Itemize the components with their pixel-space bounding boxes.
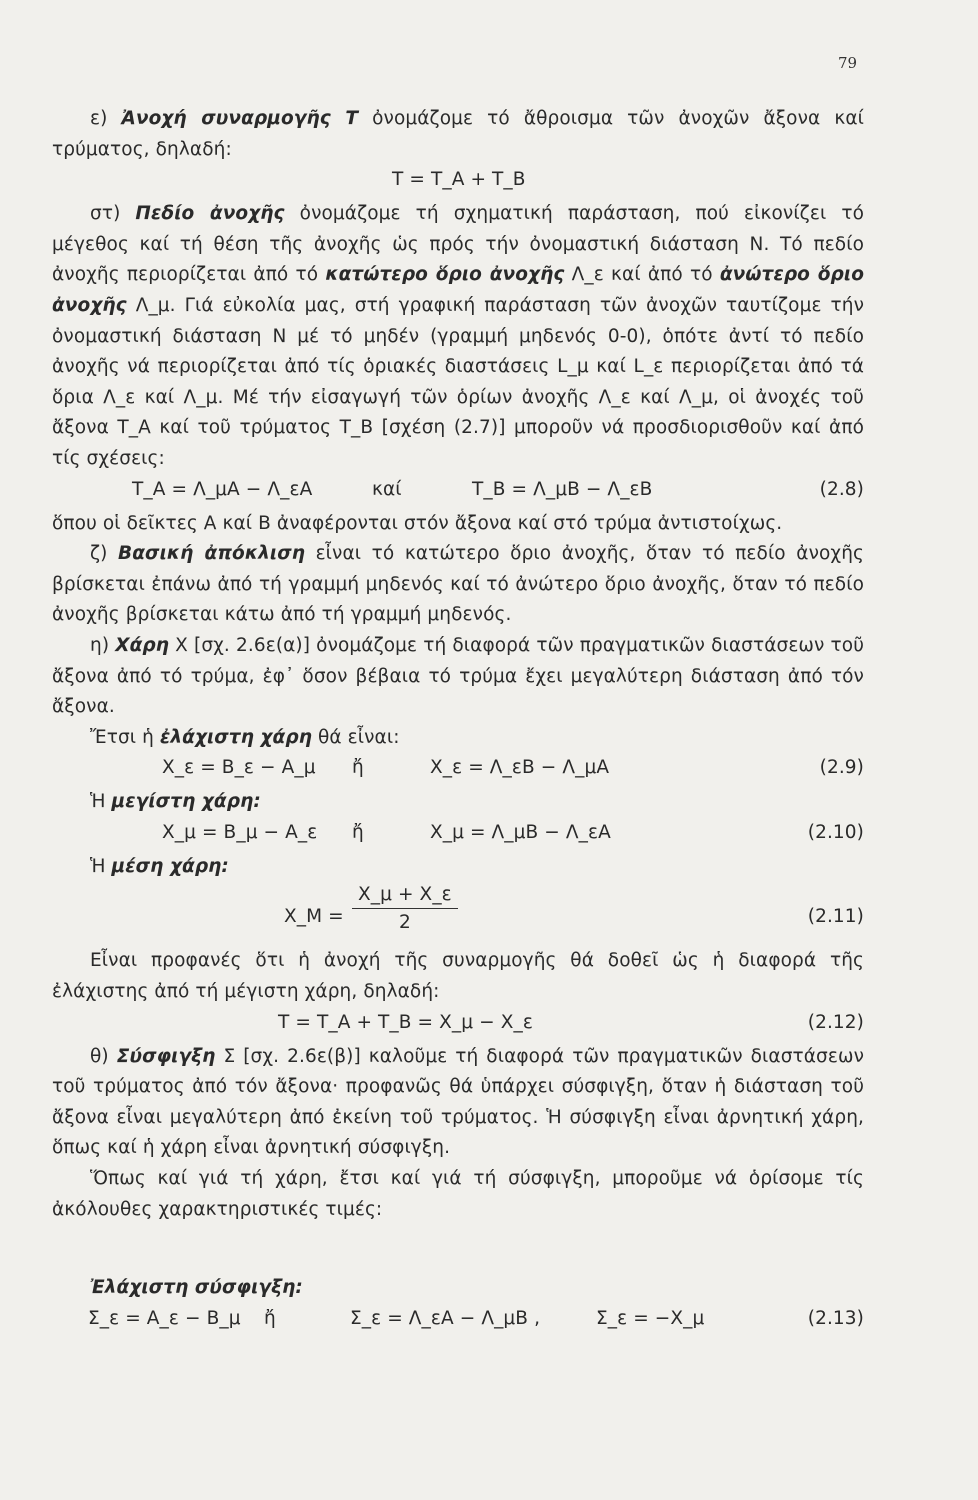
paragraph-tolerance-field: στ) Πεδίο ἀνοχῆς ὀνομάζομε τή σχηματική παράσταση, πού εἰκονίζει τό μέγεθος καί τή θέση τῆς ἀνοχῆς ὡς πρός τήν ὀνομαστική διάσταση Ν. Τό πεδίο ἀνοχῆς περιορίζεται ἀπό τό κατώτερο ὅριο ἀνοχῆς Λ_ε καί ἀπό τό ἀνώτερο ὅριο ἀνοχῆς Λ_μ. Γιά εὐκολία μας, στή γραφική παράσταση τῶν ἀνοχῶν ταυτίζομε τήν ὀνομαστική διάσταση Ν μέ τό μηδέν (γραμμή μηδενός 0-0), ὁπότε ἀντί τό πεδίο ἀνοχῆς νά περιορίζεται ἀπό τίς ὁριακές διαστάσεις L_μ καί L_ε περιορίζεται ἀπό τά ὅρια Λ_ε καί Λ_μ. Μέ τήν εἰσαγωγή τῶν ὁρίων ἀνοχῆς Λ_ε καί Λ_μ, οἱ ἀνοχές τοῦ ἄξονα Τ_Α καί τοῦ τρύματος Τ_Β [σχέση (2.7)] μποροῦν νά προσδιορισθοῦν καί ἀπό τίς σχέσεις: <box>52 203 865 469</box>
term-max-clearance: μεγίστη χάρη: <box>111 791 261 813</box>
equation-T: T = T_A + T_B <box>392 169 526 191</box>
paragraph-interference: θ) Σύσφιγξη Σ [σχ. 2.6ε(β)] καλοῦμε τή διαφορά τῶν πραγματικῶν διαστάσεων τοῦ τρύματος ἀπό τόν ἄξονα· προφανῶς θά ὑπάρχει σύσφιγξη, ὅταν ἡ διάσταση τοῦ ἄξονα εἶναι μεγαλύτερη ἀπό ἐκείνη τοῦ τρύματος. Ἡ σύσφιγξη εἶναι ἀρνητική χάρη, ὅπως καί ἡ χάρη εἶναι ἀρνητική σύσφιγξη. <box>52 1045 865 1159</box>
term-upper-limit: ἀνώτερο ὅριο ἀνοχῆς <box>52 264 865 316</box>
term-lower-limit: κατώτερο ὅριο ἀνοχῆς <box>325 264 565 286</box>
fraction: $\frac{X\_\mu + X\_\varepsilon}{2}$ <box>352 882 458 937</box>
equation-number: (2.12) <box>807 1011 864 1033</box>
equation-2-11: X_M = $\frac{X\_\mu + X\_\varepsilon}{2}$ (2.11) <box>52 882 864 946</box>
paragraph-min-clearance: Ἔτσι ἡ ἐλάχιστη χάρη θά εἶναι: <box>90 726 400 748</box>
equation-number: (2.10) <box>807 821 864 843</box>
paragraph-interference-values: Ὅπως καί γιά τή χάρη, ἔτσι καί γιά τή σύσφιγξη, μποροῦμε νά ὁρίσομε τίς ἀκόλουθες χαρακτηριστικές τιμές: <box>52 1168 864 1220</box>
paragraph-fit-difference: Εἶναι προφανές ὅτι ἡ ἀνοχή τῆς συναρμογῆς θά δοθεῖ ὡς ἡ διαφορά τῆς ἐλάχιστης ἀπό τή μέγιστη χάρη, δηλαδή: <box>52 950 864 1003</box>
term-tolerance-field: Πεδίο ἀνοχῆς <box>135 203 285 225</box>
term-basic-deviation: Βασική ἀπόκλιση <box>118 543 305 565</box>
equation-2-8: T_A = Λ_μA − Λ_εA καί T_B = Λ_μB − Λ_εB (2.8) <box>52 475 864 509</box>
term-min-interference: Ἐλάχιστη σύσφιγξη: <box>90 1277 303 1299</box>
page-body <box>52 104 864 1338</box>
term-clearance: Χάρη <box>115 634 170 656</box>
equation-2-10: X_μ = B_μ − A_ε ἤ X_μ = Λ_μB − Λ_εA (2.10) <box>52 818 864 852</box>
paragraph-min-interference <box>52 1273 864 1304</box>
equation-number: (2.11) <box>807 906 864 928</box>
paragraph-mean-clearance: Ἡ μέση χάρη: <box>90 855 229 877</box>
paragraph-max-clearance: Ἡ μεγίστη χάρη: <box>90 791 261 813</box>
paragraph-basic-deviation: ζ) Βασική ἀπόκλιση εἶναι τό κατώτερο ὅριο ἀνοχῆς, ὅταν τό πεδίο ἀνοχῆς βρίσκεται ἐπάνω ἀπό τή γραμμή μηδενός καί τό ἀνώτερο ὅριο ἀνοχῆς, ὅταν τό πεδίο ἀνοχῆς βρίσκεται κάτω ἀπό τή γραμμή μηδενός. <box>52 543 864 626</box>
paragraph-fit-tolerance: ε) Ἀνοχή συναρμογῆς Τ ὀνομάζομε τό ἄθροισμα τῶν ἀνοχῶν ἄξονα καί τρύματος, δηλαδή: <box>52 108 864 160</box>
term-mean-clearance: μέση χάρη: <box>111 855 229 877</box>
equation-number: (2.8) <box>819 478 864 500</box>
term-fit-tolerance: Ἀνοχή συναρμογῆς Τ <box>121 108 359 129</box>
term-min-clearance: ἐλάχιστη χάρη <box>159 726 312 748</box>
equation-number: (2.13) <box>807 1307 864 1329</box>
equation-2-13: Σ_ε = A_ε − B_μ ἤ Σ_ε = Λ_εA − Λ_μB , Σ_ε = −X_μ (2.13) <box>52 1304 864 1338</box>
page-number: 79 <box>838 54 858 72</box>
term-interference: Σύσφιγξη <box>116 1045 216 1067</box>
equation-number: (2.9) <box>819 757 864 779</box>
equation-2-12: T = T_A + T_B = X_μ − X_ε (2.12) <box>52 1008 864 1042</box>
equation-2-9: X_ε = B_ε − A_μ ἤ X_ε = Λ_εB − Λ_μA (2.9) <box>52 753 864 787</box>
paragraph-indices: ὅπου οἱ δεῖκτες Α καί Β ἀναφέρονται στόν ἄξονα καί στό τρύμα ἀντιστοίχως. <box>52 512 783 534</box>
paragraph-clearance: η) Χάρη Χ [σχ. 2.6ε(α)] ὀνομάζομε τή διαφορά τῶν πραγματικῶν διαστάσεων τοῦ ἄξονα ἀπό τό τρύμα, ἐφ᾽ ὅσον βέβαια τό τρύμα ἔχει μεγαλύτερη διάσταση ἀπό τόν ἄξονα. <box>52 634 864 718</box>
